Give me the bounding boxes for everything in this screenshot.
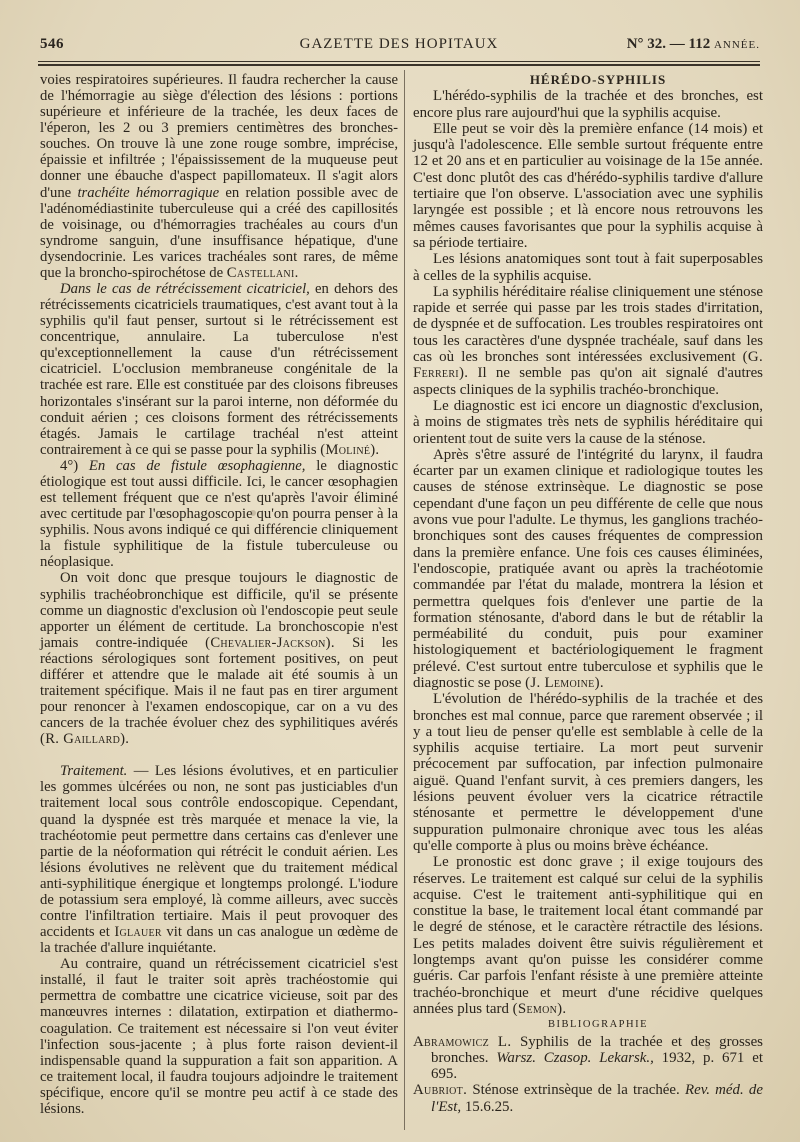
paragraph-extrinsic bbox=[413, 447, 763, 691]
paragraph-fistula bbox=[40, 458, 398, 571]
section-title: HÉRÉDO-SYPHILIS bbox=[529, 72, 667, 87]
paragraph-treatment bbox=[40, 763, 398, 956]
text: le diagnostic étiologique est tout aussi difficile. Ici, le cancer œsophagien est tellement fréquent que ce n'est qu'après l'avoir éliminé avec certitude par l'œsophagoscopie qu'on pourra penser à la syphilis. Nous avons indiqué ce qui différencie cliniquement la fistule syphilitique de la fistule tuberculeuse ou néoplasique. bbox=[40, 457, 398, 571]
author-ref: Castellani. bbox=[226, 264, 299, 281]
paragraph-stenosis bbox=[40, 281, 398, 458]
text: vit dans un cas analogue un œdème de la trachée d'allure inquiétante. bbox=[40, 924, 399, 957]
bibliography-entry bbox=[413, 1034, 763, 1083]
text: Syphilis de la trachée et des grosses bronches. bbox=[431, 1033, 763, 1066]
paper-speck bbox=[705, 1045, 710, 1050]
text: On voit donc que presque toujours le diagnostic de syphilis trachéobronchique est difficile, qu'il se présente comme un diagnostic d'exclusion où l'endoscopie peut seule apporter un élément de certitude. La bronchoscopie n'est jamais contre-indiquée bbox=[40, 570, 398, 651]
term-italic: trachéite hémorragique bbox=[77, 184, 220, 201]
journal-name: Warsz. Czasop. Lekarsk., bbox=[496, 1049, 654, 1066]
text: Sténose extrinsèque de la trachée. bbox=[472, 1082, 680, 1099]
text: 15.6.25. bbox=[464, 1098, 514, 1115]
spacer bbox=[40, 747, 398, 763]
author-ref: Iglauer bbox=[114, 924, 162, 941]
column-divider bbox=[404, 70, 405, 1130]
paper-speck bbox=[250, 510, 256, 516]
header-rule-thin bbox=[38, 61, 760, 62]
text: 4°) bbox=[60, 457, 79, 474]
text: Il ne semble pas qu'on ait signalé d'autres aspects cliniques de la syphilis trachéo-bronchique. bbox=[413, 365, 763, 398]
issue-number bbox=[627, 36, 760, 53]
page-number: 546 bbox=[40, 36, 64, 52]
paragraph-prognosis bbox=[413, 854, 763, 1017]
journal-title: GAZETTE DES HOPITAUX bbox=[299, 36, 499, 52]
subheading-italic: Traitement. bbox=[60, 763, 128, 780]
text: en dehors des rétrécissements cicatriciels traumatiques, c'est avant tout à la syphilis qu'il faut penser, surtout si le rétrécissement est concentrique, annulaire. La tuberculose n'est qu'exceptionnellement la cause d'un rétrécissement cicatriciel. L'occlusion membraneuse congénitale de la trachée est rare. Elle est constituée par des cloisons fibreuses horizontales s'insérant sur la paroi interne, non déformée du conduit aérien ; ces cloisons forment des rétrécissements étagés. Jamais le cartilage trachéal n'est atteint contrairement à ce qui se passe pour la syphilis bbox=[40, 281, 398, 458]
text: Si les réactions sérologiques sont fortement positives, on peut différer et attendre que le malade ait été soumis à un traitement spécifique. Mais il ne faut pas en tirer argument pour renoncer à l'examen endoscopique, car on a vu des cancers de la trachée évoluer chez des syphilitiques avérés bbox=[40, 634, 398, 732]
text: en relation possible avec de l'adénomédiastinite tuberculeuse qui a créé des capillosités de voisinage, ou d'hémorragies trachéales au cours d'un syndrome sanguin, d'une insuffisance hépatique, d'une dysendocrinie. Les varices trachéales sont rares, de même que la broncho-spirochétose de bbox=[40, 184, 398, 281]
subheading-italic: Dans le cas de rétrécissement cicatriciel, bbox=[60, 281, 310, 298]
author-ref: (Moliné). bbox=[320, 441, 380, 458]
author-ref: (R. Gaillard). bbox=[40, 731, 130, 748]
paragraph-diagnosis-exclusion: Le diagnostic est ici encore un diagnostic d'exclusion, à moins de stigmates très nets de syphilis héréditaire qui orientent tout de suite vers la cause de la sténose. bbox=[413, 397, 763, 447]
page-header bbox=[38, 36, 760, 58]
author-ref: (J. Lemoine). bbox=[525, 674, 604, 691]
paragraph-anatomy: Les lésions anatomiques sont tout à fait superposables à celles de la syphilis acquise. bbox=[413, 251, 763, 284]
bibliography-title: BIBLIOGRAPHIE bbox=[548, 1019, 648, 1031]
text: voies respiratoires supérieures. Il faudra rechercher la cause de l'hémorragie au siège d'élection des lésions : portions supérieure et inférieure de la trachée, les deux faces de l'éperon, les 2 ou 3 premiers centimètres des bronches-souches. On trouve là une zone rouge sombre, imprécise, épaissie et infiltrée ; l'épaississement de la muqueuse peut donner une ébauche d'aspect papillomateux. Il s'agit alors d'une bbox=[40, 72, 398, 201]
author-ref: (Semon). bbox=[512, 1000, 567, 1017]
right-column bbox=[413, 72, 763, 1115]
author-ref: Abramowicz L. bbox=[413, 1033, 512, 1050]
year-label: ANNÉE. bbox=[713, 39, 760, 51]
text: Le pronostic est donc grave ; il exige toujours des réserves. Le traitement est calqué sur celui de la syphilis acquise. C'est le traitement anti-syphilitique qui en constitue la base, le traitement local étant commandé par le degré de sténose, et le caractère rétractile des lésions. Les petits malades doivent être suivis régulièrement et longtemps avant qu'on puisse les considérer comme guéris. Car parfois l'enfant résiste à une première atteinte trachéo-bronchique et meurt d'une récidive quelques années plus tard bbox=[413, 854, 763, 1017]
text: — Les lésions évolutives, et en particulier les gommes ulcérées ou non, ne sont pas justiciables d'un traitement local sous contrôle endoscopique. Cependant, quand la dyspnée est très marquée et menace la vie, la trachéotomie peut permettre dans certains cas d'enlever une partie de la néoformation qui rétrécit le conduit aérien. Les lésions évolutives ne relèvent que du traitement médical anti-syphilitique énergique et longtemps prolongé. L'iodure de potassium sera employé, là comme ailleurs, avec succès contre l'infiltration tertiaire. Mais il peut provoquer des accidents et bbox=[40, 763, 398, 941]
bibliography-entry bbox=[413, 1082, 763, 1115]
paragraph-evolution: L'évolution de l'hérédo-syphilis de la trachée et des bronches est mal connue, parce que rarement observée ; il y a tout lieu de penser qu'elle est semblable à celle de la syphilis acquise tertiaire. La mort peut survenir précocement par suffocation, par infection pulmonaire aiguë. Quand l'enfant survit, à ces premiers dangers, les lésions peuvent évoluer vers la cicatrice rétractile sténosante et permettre le développement d'une suppuration pulmonaire chronique avec tous les aléas qu'elle comporte à plus ou moins brève échéance. bbox=[413, 691, 763, 854]
paragraph-hemorrhage bbox=[40, 72, 398, 281]
author-ref: Aubriot. bbox=[413, 1082, 468, 1099]
paragraph-age: Elle peut se voir dès la première enfance (14 mois) et jusqu'à l'adolescence. Elle semble surtout fréquente entre 12 et 20 ans et en particulier au voisinage de la 15e année. C'est donc plutôt des cas d'hérédo-syphilis tardive d'allure tertiaire que l'on observe. L'association avec une syphilis laryngée est possible ; et là encore nous retrouvons les mêmes causes favorisantes que pour la syphilis acquise à sa période tertiaire. bbox=[413, 120, 763, 251]
header-rule-thick bbox=[38, 64, 760, 66]
text: Après s'être assuré de l'intégrité du larynx, il faudra écarter par un examen clinique et radiologique toutes les causes de sténose extrinsèque. Le diagnostic se pose cependant d'une façon un peu différente de celle que nous avons vue pour l'adulte. Le thymus, les ganglions trachéo-bronchiques sont des causes fréquentes de compression dans la première enfance. Une fois ces causes éliminées, l'endoscopie, pratiquée avant ou après la trachéotomie commandée par l'état du malade, montrera la lésion et permettra quelques fois d'enlever une partie de la formation sténosante, d'abord dans le but de rétablir la perméabilité du conduit, puis pour examiner histologiquement et bactériologiquement le fragment prélevé. C'est surtout entre tuberculose et syphilis que le diagnostic se pose bbox=[413, 446, 763, 691]
paragraph-intro: L'hérédo-syphilis de la trachée et des bronches, est encore plus rare aujourd'hui que la syphilis acquise. bbox=[413, 88, 763, 121]
text: 1932, p. 671 et 695. bbox=[431, 1049, 763, 1083]
subheading-italic: En cas de fistule œsophagienne, bbox=[88, 457, 306, 474]
paragraph-diagnosis bbox=[40, 570, 398, 747]
author-ref: (Chevalier-Jackson). bbox=[205, 634, 335, 651]
left-column bbox=[40, 72, 398, 1117]
paper-speck bbox=[120, 780, 123, 783]
paragraph-scar-treatment: Au contraire, quand un rétrécissement cicatriciel s'est installé, il faut le traiter soit après trachéostomie qui permettra de combattre une cicatrice vicieuse, soit par des manœuvres internes : dilatation, extirpation et diathermo-coagulation. Ce traitement est nécessaire si l'on veut éviter l'infection sous-jacente ; à plus forte raison devient-il indispensable quand la suppuration a fait son apparition. A ce traitement local, il faudra toujours adjoindre le traitement spécifique, encore qu'il se montre peu actif à ce stade des lésions. bbox=[40, 956, 398, 1117]
paragraph-clinical bbox=[413, 284, 763, 398]
issue-label: N° 32. — 112 bbox=[626, 36, 711, 52]
author-ref: (G. Ferreri). bbox=[413, 349, 763, 382]
text: La syphilis héréditaire réalise cliniquement une sténose rapide et serrée qui passe par les trois stades d'irritation, de dyspnée et de suffocation. Les troubles respiratoires ont tous les caractères d'une dyspnée trachéale, sauf dans les cas où les bronches sont intéressées exclusivement bbox=[413, 283, 763, 366]
journal-name: Rev. méd. de l'Est, bbox=[431, 1082, 763, 1115]
paper-speck bbox=[468, 440, 472, 444]
